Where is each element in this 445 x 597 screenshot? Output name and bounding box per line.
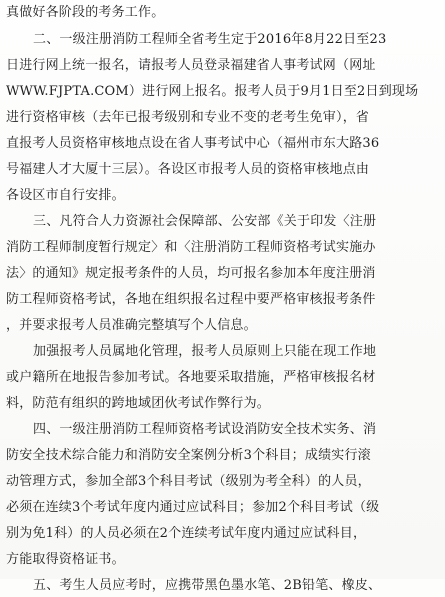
paragraph-2-line-3: WWW.FJPTA.COM）进行网上报名。报考人员于9月1日至2日到现场 (6, 84, 419, 99)
paragraph-2-line-7: 各设区市自行安排。 (6, 188, 125, 203)
text-line-1: 真做好各阶段的考务工作。 (6, 5, 165, 20)
paragraph-4-line-1: 加强报考人员属地化管理，报考人员原则上只能在现工作地 (33, 344, 377, 359)
paragraph-3-line-4: 防工程师资格考试，各地在组织报名过程中要严格审核报考条件 (6, 292, 376, 307)
paragraph-5-line-6: 方能取得资格证书。 (6, 552, 125, 567)
paragraph-6-line-1: 五、考生人员应考时，应携带黑色墨水笔、2B铅笔、橡皮、 (33, 578, 382, 593)
paragraph-3-line-5: ，并要求报考人员准确完整填写个人信息。 (6, 318, 257, 333)
paragraph-2-line-6: 号福建人才大厦十三层）。各设区市报考人员的资格审核地点由 (6, 162, 370, 177)
paragraph-5-line-3: 动管理方式，参加全部3个科目考试（级别为考全科）的人员， (6, 474, 371, 489)
paragraph-4-line-3: 料，防范有组织的跨地域团伙考试作弊行为。 (6, 396, 271, 411)
paragraph-2-line-5: 直报考人员资格审核地点设在省人事考试中心（福州市东大路36 (6, 136, 380, 151)
paragraph-3-line-2: 消防工程师制度暂行规定〉和〈注册消防工程师资格考试实施办 (6, 240, 376, 255)
paragraph-2-line-4: 进行资格审核（去年已报考级别和专业不变的老考生免审），省 (6, 110, 370, 125)
paragraph-5-line-2: 防安全技术综合能力和消防安全案例分析3个科目；成绩实行滚 (6, 448, 371, 463)
paragraph-4-line-2: 或户籍所在地报告参加考试。各地要采取措施，严格审核报名材 (6, 370, 376, 385)
paragraph-3-line-3: 法〉的通知》规定报考条件的人员，均可报名参加本年度注册消 (6, 266, 376, 281)
paragraph-2-line-1: 二、一级注册消防工程师全省考生定于2016年8月22日至23 (33, 32, 387, 47)
paragraph-5-line-4: 必须在连续3个考试年度内通过应试科目；参加2个科目考试（级 (6, 500, 380, 515)
paragraph-5-line-5: 别为免1科）的人员必须在2个连续考试年度内通过应试科目， (6, 526, 367, 541)
paragraph-3-line-1: 三、凡符合人力资源社会保障部、公安部《关于印发〈注册 (33, 214, 377, 229)
paragraph-5-line-1: 四、一级注册消防工程师资格考试设消防安全技术实务、消 (33, 422, 377, 437)
paragraph-2-line-2: 日进行网上统一报名，请报考人员登录福建省人事考试网（网址 (6, 58, 376, 73)
